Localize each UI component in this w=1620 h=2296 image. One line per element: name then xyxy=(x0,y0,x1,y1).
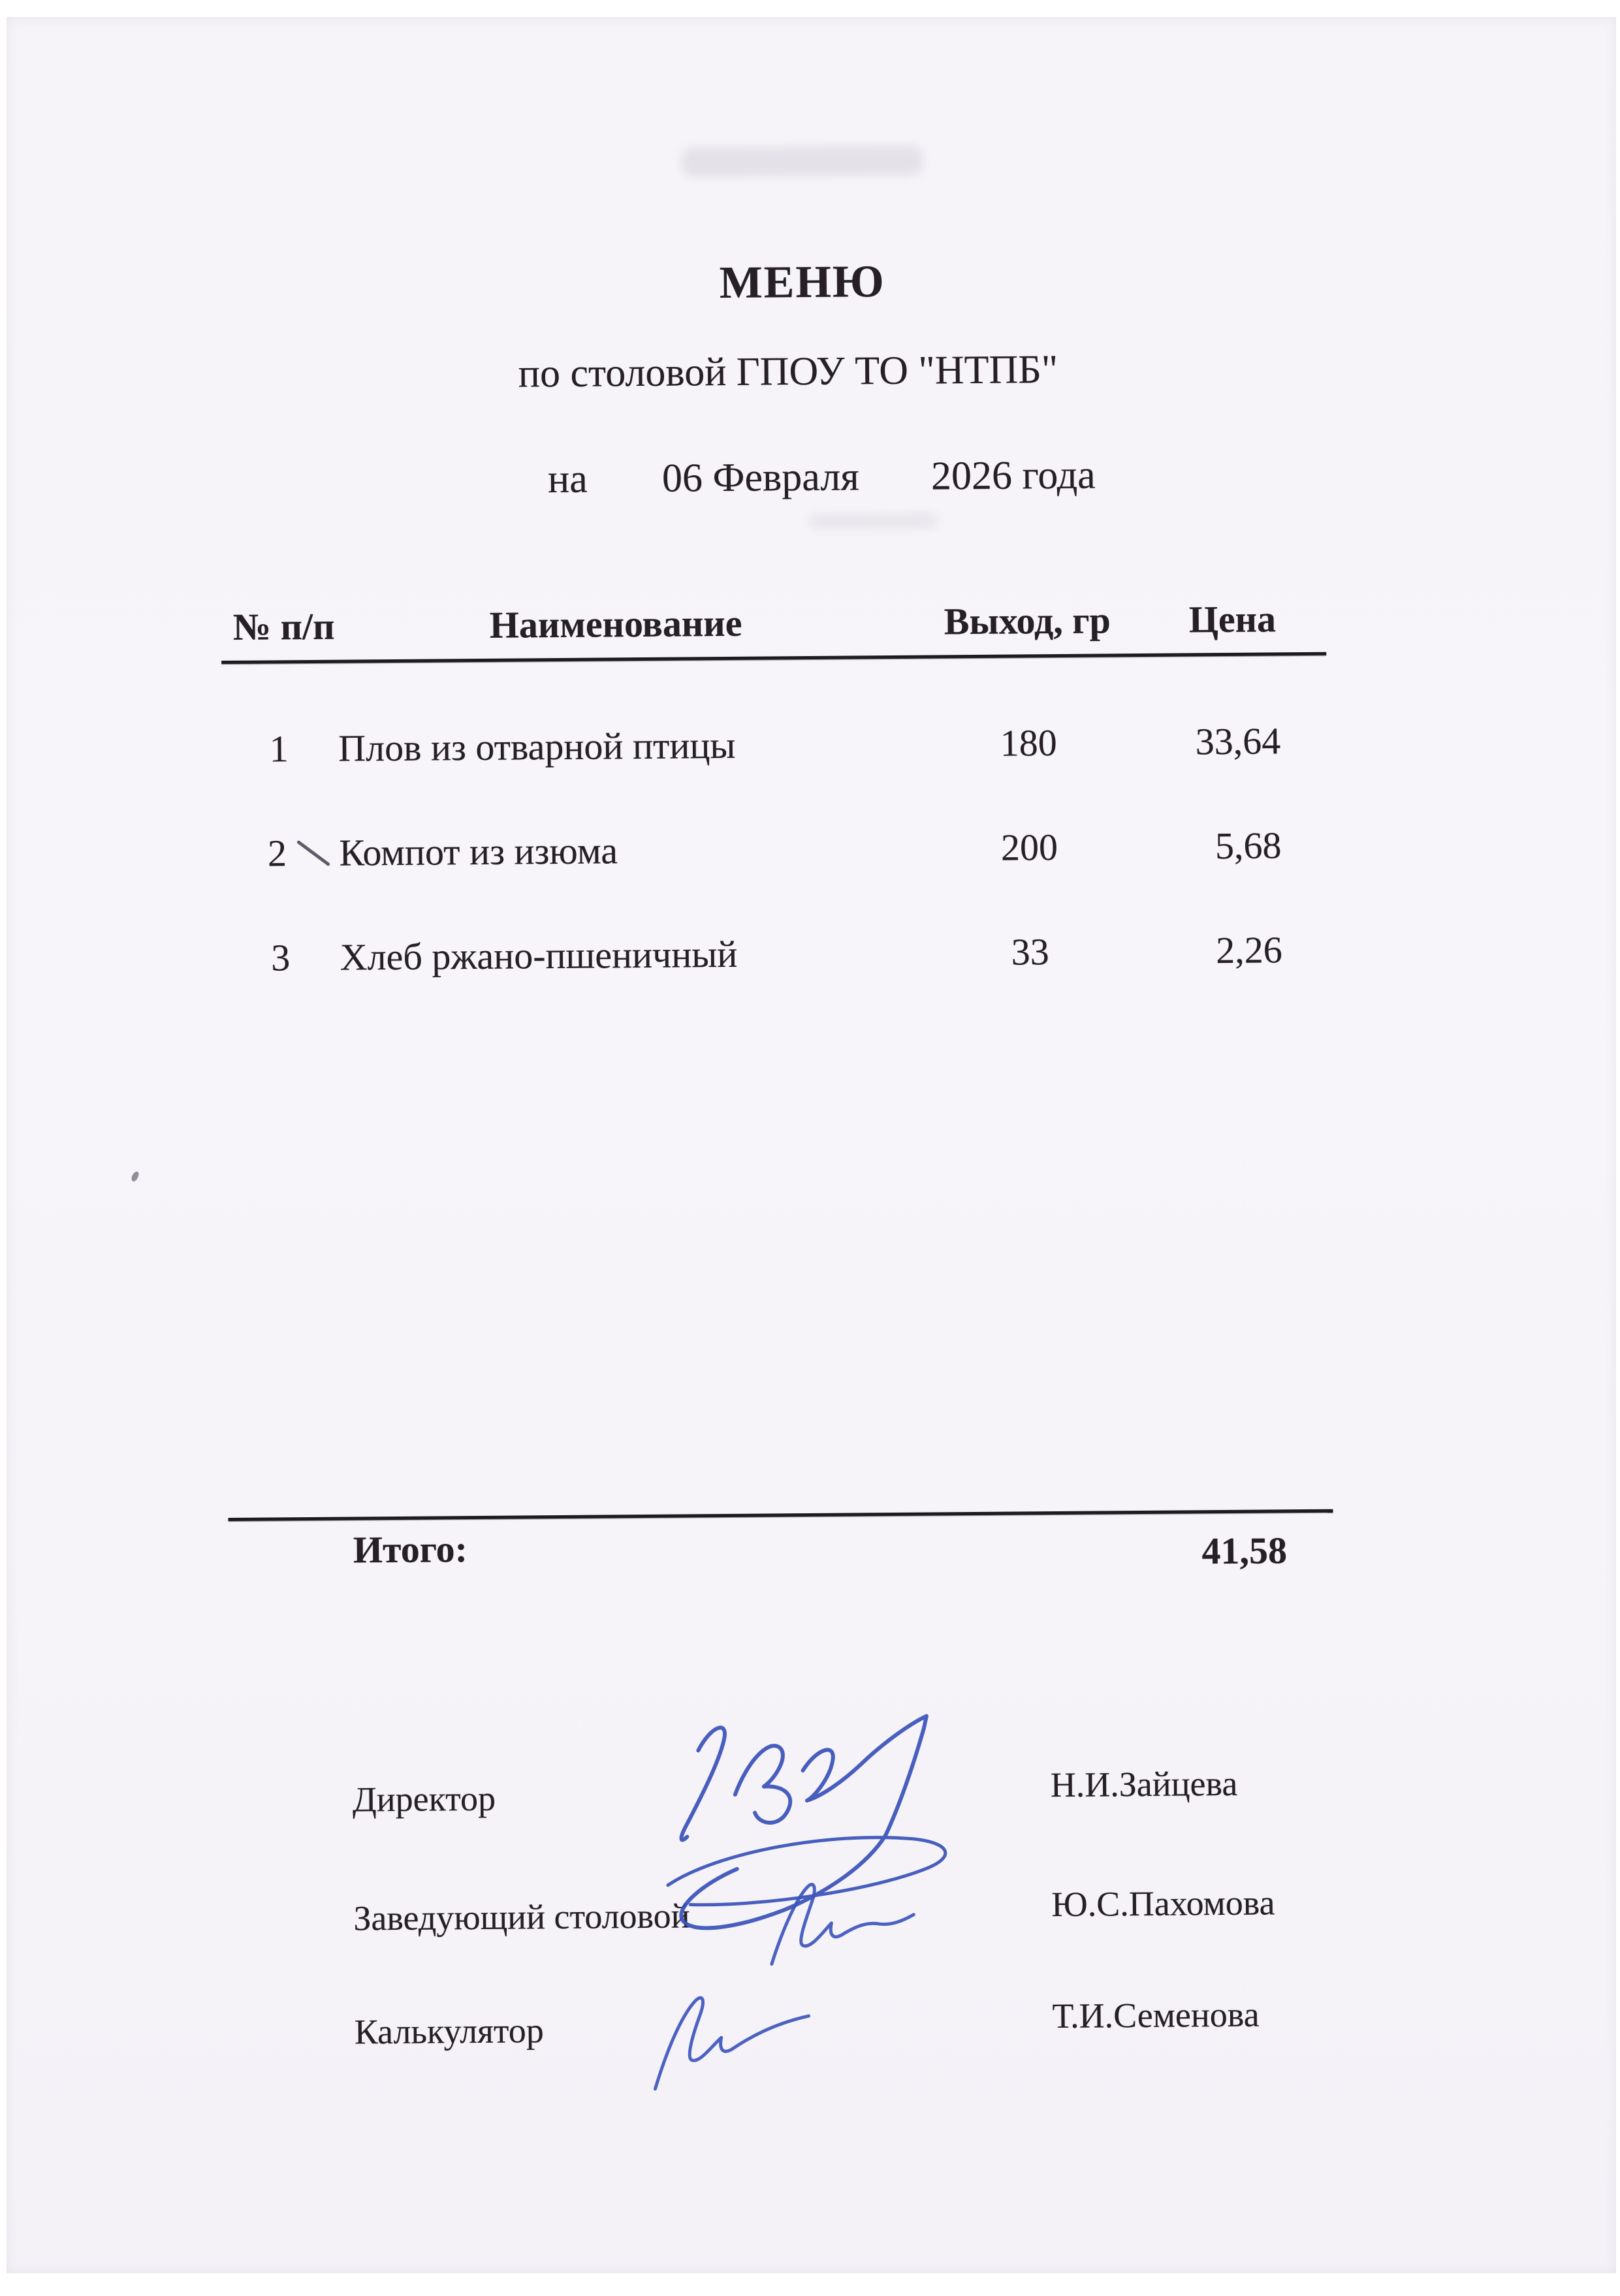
pen-tick-mark xyxy=(298,842,328,864)
table-header-rule xyxy=(221,652,1326,664)
dish-number: 3 xyxy=(270,936,291,979)
dish-output: 33 xyxy=(1011,930,1049,973)
dish-price: 2,26 xyxy=(1215,928,1282,972)
director-signature-ink xyxy=(667,1716,946,1928)
total-rule xyxy=(228,1509,1333,1521)
dish-number: 2 xyxy=(267,832,287,875)
signer-name-calculator: Т.И.Семенова xyxy=(1052,1994,1260,2036)
dish-name: Компот из изюма xyxy=(339,829,618,874)
dish-name: Плов из отварной птицы xyxy=(338,723,736,770)
table-header-price: Цена xyxy=(1188,597,1277,641)
dish-output: 180 xyxy=(1000,721,1057,764)
dish-number: 1 xyxy=(269,727,289,770)
total-value: 41,58 xyxy=(1201,1529,1288,1573)
table-header-num: № п/п xyxy=(232,605,335,648)
date-prefix: на xyxy=(547,456,588,502)
table-header-name: Наименование xyxy=(489,601,742,646)
role-label-director: Директор xyxy=(352,1778,496,1819)
dish-price: 5,68 xyxy=(1215,824,1282,868)
bleedthrough-smudge-date xyxy=(808,512,938,530)
total-label: Итого: xyxy=(353,1528,468,1571)
dish-price: 33,64 xyxy=(1195,719,1281,763)
canteen-manager-signature-ink xyxy=(771,1883,914,1964)
signer-name-director: Н.И.Зайцева xyxy=(1050,1763,1238,1805)
calculator-signature-ink xyxy=(654,1997,809,2089)
page-title: МЕНЮ xyxy=(719,257,885,309)
date-year: 2026 года xyxy=(930,452,1096,499)
signer-name-canteen-manager: Ю.С.Пахомова xyxy=(1051,1883,1275,1925)
dish-output: 200 xyxy=(1000,826,1058,869)
role-label-calculator: Калькулятор xyxy=(354,2011,544,2052)
margin-speck xyxy=(131,1171,140,1182)
dish-name: Хлеб ржано-пшеничный xyxy=(340,932,738,979)
bleedthrough-smudge-top xyxy=(681,146,923,178)
date-value: 06 Февраля xyxy=(661,454,860,501)
table-header-output: Выход, гр xyxy=(944,599,1111,643)
role-label-canteen-manager: Заведующий столовой xyxy=(353,1896,690,1938)
subtitle-line: по столовой ГПОУ ТО "НТПБ" xyxy=(518,347,1058,396)
